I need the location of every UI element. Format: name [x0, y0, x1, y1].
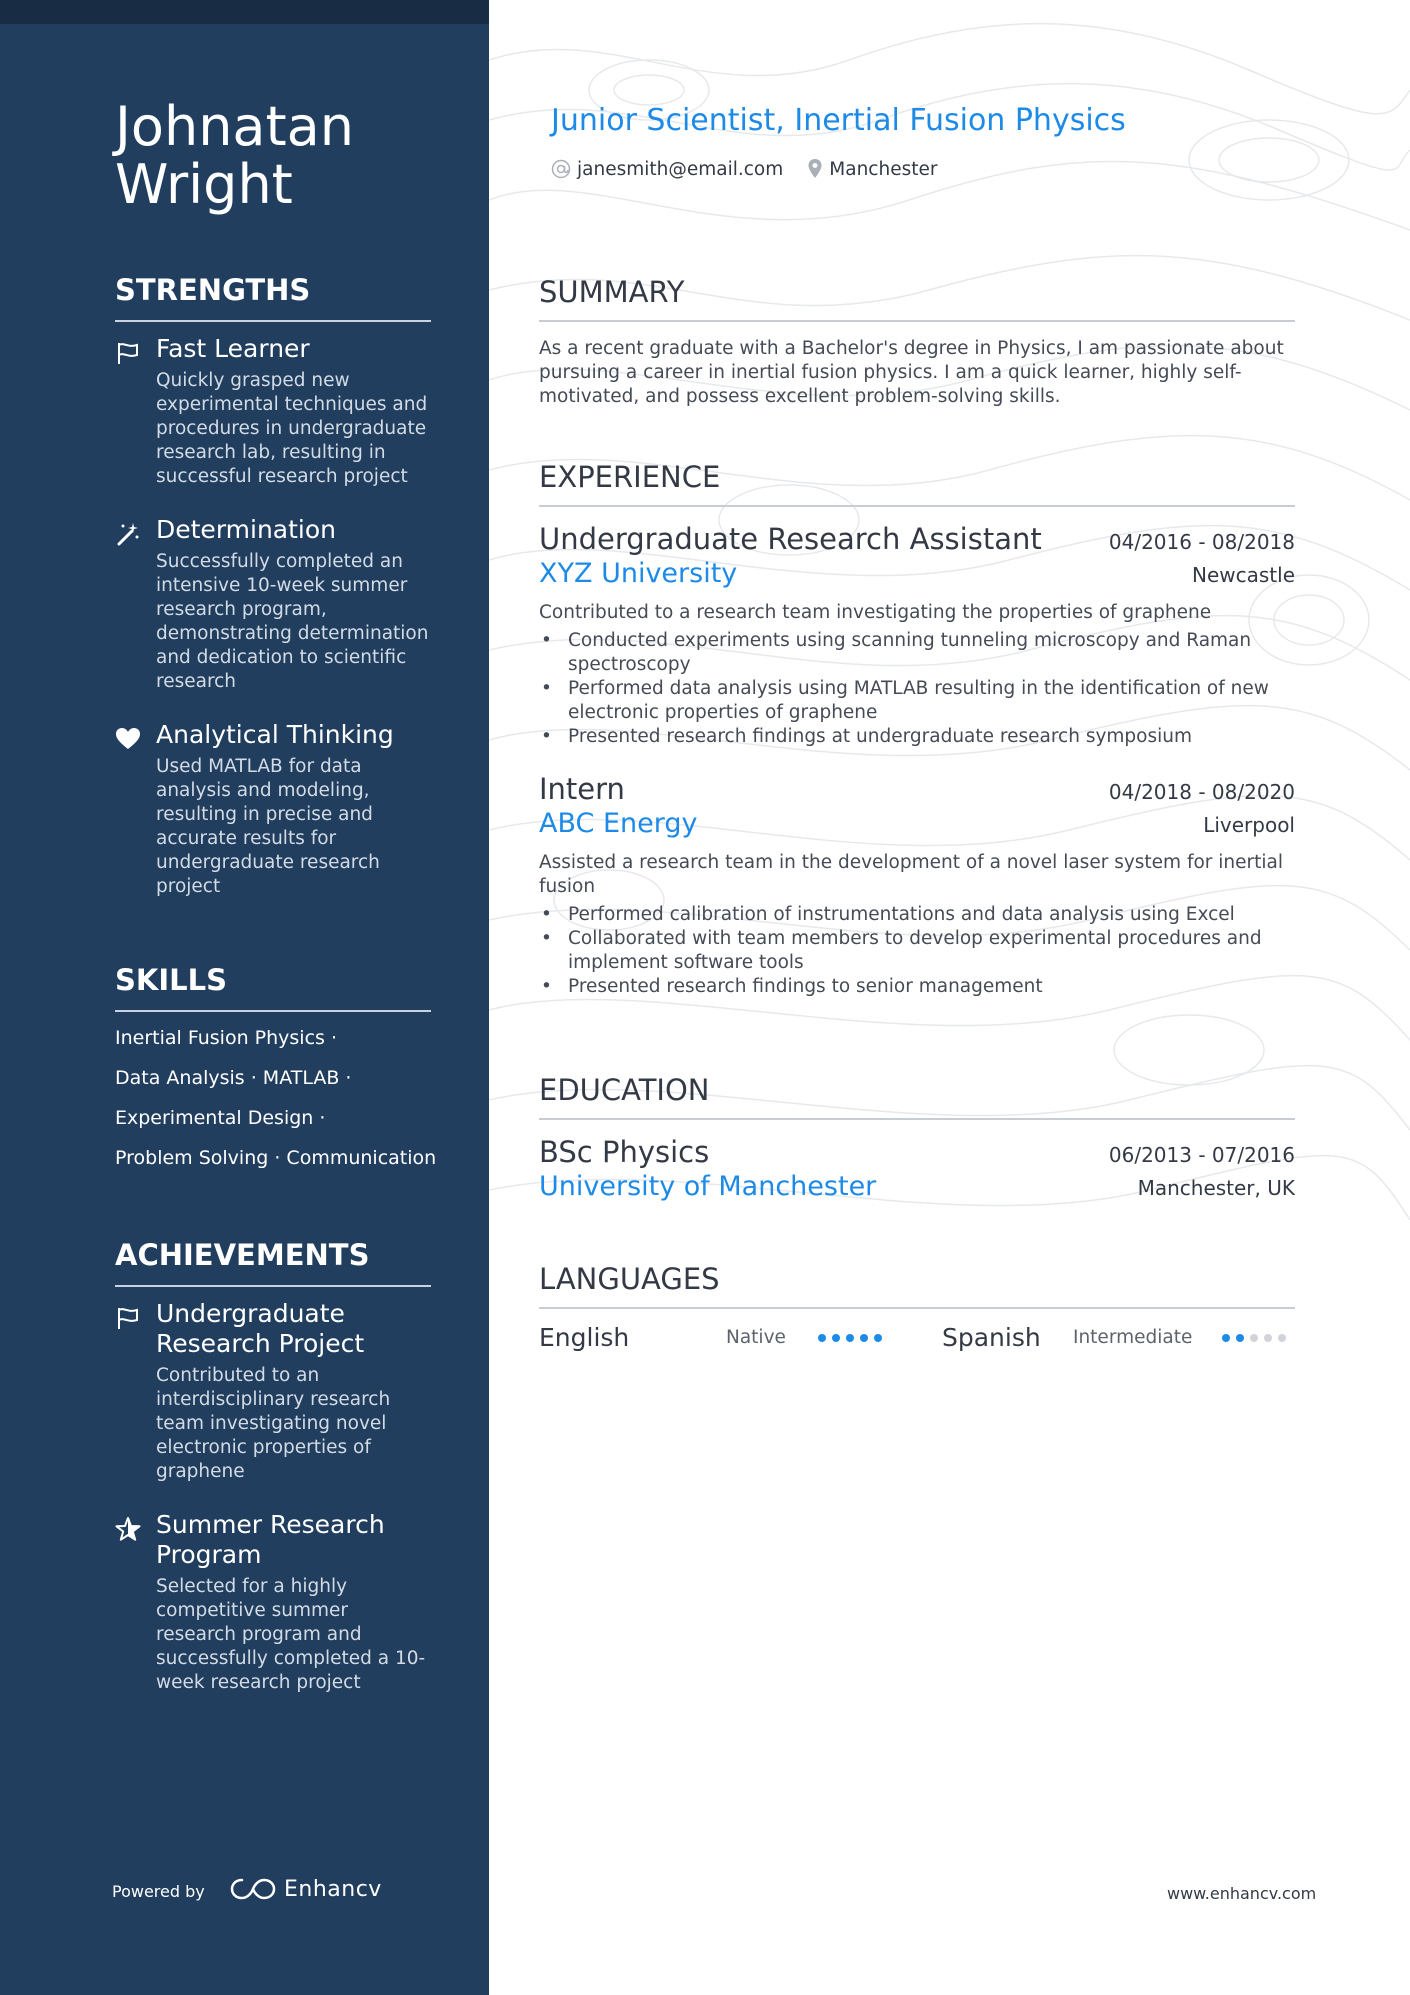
degree-title: BSc Physics: [539, 1135, 710, 1169]
education-dates: 06/2013 - 07/2016: [1108, 1143, 1295, 1167]
main-content: [489, 0, 1410, 1995]
rating-dot-filled: [832, 1334, 840, 1342]
education-heading: EDUCATION: [539, 1072, 1295, 1120]
skill-line: Data Analysis · MATLAB ·: [115, 1067, 352, 1089]
entry-bullets: [539, 903, 1295, 999]
heart-icon: [115, 726, 141, 752]
achievement-desc: Selected for a highly competitive summer research program and successfully completed a 10-week research project: [156, 1576, 426, 1693]
star-icon: [115, 1516, 141, 1542]
bullet-item: • Performed data analysis using MATLAB resulting in the identification of new electronic properties of graphene: [539, 677, 1295, 725]
strength-desc: Used MATLAB for data analysis and modeling, resulting in precise and accurate results for undergraduate research project: [156, 756, 380, 897]
strength-item: [115, 334, 431, 489]
language-name: English: [539, 1323, 630, 1352]
summary-heading: SUMMARY: [539, 274, 1295, 322]
enhancv-logo-icon: [230, 1876, 276, 1902]
location-text: Manchester: [829, 158, 938, 180]
experience-section: [539, 459, 1295, 999]
job-title: Junior Scientist, Inertial Fusion Physics: [551, 103, 1126, 138]
strength-desc: Successfully completed an intensive 10-week summer research program, demonstrating determination and dedication to scientific research: [156, 551, 429, 692]
bullet-item: • Conducted experiments using scanning tunneling microscopy and Raman spectroscopy: [539, 629, 1295, 677]
achievement-desc: Contributed to an interdisciplinary research team investigating novel electronic properties of graphene: [156, 1365, 391, 1482]
bullet-item: • Presented research findings to senior management: [539, 975, 1295, 999]
achievement-title: Undergraduate Research Project: [156, 1299, 365, 1358]
language-name: Spanish: [942, 1323, 1041, 1352]
language-rating: [1222, 1334, 1286, 1342]
enhancv-wordmark: Enhancv: [284, 1876, 382, 1902]
strength-item: [115, 720, 431, 899]
entry-title: Intern: [539, 772, 625, 806]
strengths-section: [115, 272, 431, 899]
language-level: Intermediate: [1073, 1327, 1193, 1348]
strength-title: Analytical Thinking: [156, 720, 394, 749]
languages-row: [539, 1323, 1295, 1352]
languages-section: [539, 1261, 1295, 1352]
skills-section: [115, 962, 437, 1170]
bullet-item: • Performed calibration of instrumentations and data analysis using Excel: [539, 903, 1295, 927]
location-contact: [807, 158, 937, 180]
skill-line: Experimental Design ·: [115, 1107, 326, 1129]
entry-bullets: [539, 629, 1295, 749]
sidebar-top-bar: [0, 0, 489, 24]
bullet-item: • Presented research findings at undergraduate research symposium: [539, 725, 1295, 749]
enhancv-logo[interactable]: [230, 1876, 382, 1902]
magic-wand-icon: [115, 521, 141, 547]
rating-dot-empty: [1278, 1334, 1286, 1342]
strength-title: Determination: [156, 515, 337, 544]
entry-description: Contributed to a research team investigating the properties of graphene: [539, 602, 1212, 623]
entry-description: Assisted a research team in the development of a novel laser system for inertial fusion: [539, 852, 1283, 897]
rating-dot-filled: [860, 1334, 868, 1342]
languages-heading: LANGUAGES: [539, 1261, 1295, 1309]
strength-title: Fast Learner: [156, 334, 310, 363]
powered-by-label: Powered by: [112, 1882, 205, 1901]
achievement-title: Summer Research Program: [156, 1510, 385, 1569]
entry-location: Newcastle: [1192, 563, 1295, 587]
strength-desc: Quickly grasped new experimental techniques and procedures in undergraduate research lab, resulting in successful research project: [156, 370, 428, 487]
email-text: janesmith@email.com: [577, 158, 784, 180]
school-name[interactable]: University of Manchester: [539, 1171, 877, 1202]
rating-dot-empty: [1250, 1334, 1258, 1342]
map-pin-icon: [807, 158, 823, 180]
skills-heading: SKILLS: [115, 962, 431, 1012]
contact-info: [551, 158, 961, 180]
language-level: Native: [726, 1327, 786, 1348]
rating-dot-filled: [874, 1334, 882, 1342]
language-rating: [818, 1334, 942, 1342]
entry-location: Liverpool: [1203, 813, 1295, 837]
achievements-heading: ACHIEVEMENTS: [115, 1237, 431, 1287]
summary-section: [539, 274, 1295, 409]
bullet-item: • Collaborated with team members to develop experimental procedures and implement software tools: [539, 927, 1295, 975]
at-sign-icon: [551, 159, 571, 179]
person-name: Johnatan Wright: [115, 95, 354, 216]
rating-dot-filled: [1236, 1334, 1244, 1342]
achievement-item: [115, 1299, 431, 1484]
sidebar: [0, 0, 489, 1995]
entry-title: Undergraduate Research Assistant: [539, 522, 1042, 556]
rating-dot-filled: [1222, 1334, 1230, 1342]
email-contact[interactable]: [551, 159, 783, 180]
experience-entry: [539, 521, 1295, 749]
footer-url[interactable]: www.enhancv.com: [1167, 1884, 1317, 1903]
strength-item: [115, 515, 431, 694]
experience-entry: [539, 771, 1295, 999]
education-location: Manchester, UK: [1137, 1176, 1295, 1200]
education-section: [539, 1072, 1295, 1204]
rating-dot-filled: [846, 1334, 854, 1342]
skill-line: Problem Solving · Communication: [115, 1147, 437, 1169]
rating-dot-filled: [818, 1334, 826, 1342]
experience-heading: EXPERIENCE: [539, 459, 1295, 507]
summary-text: As a recent graduate with a Bachelor's degree in Physics, I am passionate about pursuing a career in inertial fusion physics. I am a quick learner, highly self-motivated, and possess excellent problem-solving skills.: [539, 338, 1284, 407]
strengths-heading: STRENGTHS: [115, 272, 431, 322]
education-entry: [539, 1134, 1295, 1204]
entry-dates: 04/2018 - 08/2020: [1108, 780, 1295, 804]
entry-organization[interactable]: XYZ University: [539, 558, 738, 589]
entry-dates: 04/2016 - 08/2018: [1108, 530, 1295, 554]
rating-dot-empty: [1264, 1334, 1272, 1342]
achievements-section: [115, 1237, 431, 1695]
achievement-item: [115, 1510, 431, 1695]
entry-organization[interactable]: ABC Energy: [539, 808, 698, 839]
flag-icon: [115, 340, 141, 366]
skill-line: Inertial Fusion Physics ·: [115, 1027, 337, 1049]
flag-icon: [115, 1305, 141, 1331]
